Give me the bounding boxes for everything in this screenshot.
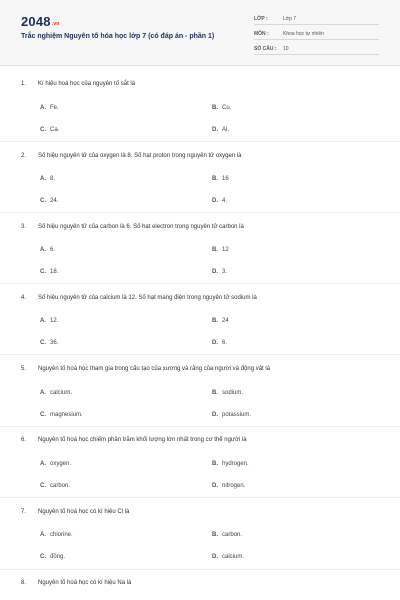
- option-letter: C.: [40, 127, 46, 133]
- option-c[interactable]: [40, 127, 59, 133]
- page-header: [0, 0, 400, 66]
- question-number: 3.: [21, 224, 27, 230]
- option-b[interactable]: [212, 247, 229, 253]
- option-text: Cu.: [222, 105, 232, 111]
- option-letter: B.: [212, 105, 218, 111]
- option-letter: D.: [212, 483, 218, 489]
- option-b[interactable]: [212, 532, 242, 538]
- option-a[interactable]: [40, 318, 58, 324]
- option-b[interactable]: [212, 461, 249, 467]
- option-a[interactable]: [40, 247, 55, 253]
- question-body: Nguyên tố hoá học chiếm phần trăm khối lượng lớn nhất trong cơ thể người là: [38, 437, 247, 443]
- option-text: 12: [222, 247, 229, 253]
- meta-count-value: 10: [283, 46, 289, 52]
- option-text: 24.: [50, 198, 59, 204]
- meta-count: [254, 44, 379, 55]
- option-b[interactable]: [212, 318, 229, 324]
- option-text: sodium.: [222, 390, 244, 396]
- option-letter: A.: [40, 247, 46, 253]
- meta-subject: [254, 29, 379, 40]
- meta-count-label: SỐ CÂU :: [254, 46, 277, 52]
- option-letter: D.: [212, 127, 218, 133]
- logo-domain: .vn: [51, 21, 60, 27]
- option-text: Fe.: [50, 105, 59, 111]
- option-letter: A.: [40, 532, 46, 538]
- site-logo[interactable]: [21, 14, 60, 29]
- option-text: hydrogen.: [222, 461, 249, 467]
- option-a[interactable]: [40, 105, 59, 111]
- question-text: [21, 295, 257, 301]
- option-letter: D.: [212, 269, 218, 275]
- question-text: [21, 580, 131, 586]
- option-letter: C.: [40, 412, 46, 418]
- option-text: 18.: [50, 269, 59, 275]
- question-body: Số hiệu nguyên tử của carbon là 6. Số hạt electron trong nguyên tử carbon là: [38, 224, 244, 230]
- option-text: 24: [222, 318, 229, 324]
- option-letter: A.: [40, 390, 46, 396]
- option-letter: B.: [212, 532, 218, 538]
- option-b[interactable]: [212, 390, 243, 396]
- option-text: Ca.: [50, 127, 60, 133]
- option-letter: D.: [212, 554, 218, 560]
- divider: [0, 426, 400, 427]
- option-c[interactable]: [40, 412, 83, 418]
- question-number: 7.: [21, 509, 27, 515]
- option-text: 12.: [50, 318, 59, 324]
- option-text: Al.: [222, 127, 230, 133]
- option-text: oxygen.: [50, 461, 72, 467]
- meta-subject-value: Khoa học tự nhiên: [283, 31, 324, 37]
- divider: [0, 283, 400, 284]
- question-text: [21, 224, 244, 230]
- option-d[interactable]: [212, 554, 244, 560]
- option-a[interactable]: [40, 461, 71, 467]
- option-letter: D.: [212, 340, 218, 346]
- option-letter: C.: [40, 198, 46, 204]
- option-c[interactable]: [40, 483, 70, 489]
- option-d[interactable]: [212, 269, 227, 275]
- option-c[interactable]: [40, 340, 58, 346]
- option-a[interactable]: [40, 176, 55, 182]
- option-text: 16: [222, 176, 229, 182]
- option-b[interactable]: [212, 176, 229, 182]
- option-d[interactable]: [212, 340, 227, 346]
- option-text: đồng.: [50, 554, 66, 560]
- divider: [0, 497, 400, 498]
- option-letter: B.: [212, 390, 218, 396]
- divider: [0, 354, 400, 355]
- option-text: 4.: [222, 198, 228, 204]
- meta-subject-label: MÔN :: [254, 31, 269, 37]
- option-letter: D.: [212, 412, 218, 418]
- question-text: [21, 81, 135, 87]
- question-number: 8.: [21, 580, 27, 586]
- option-text: carbon.: [50, 483, 71, 489]
- question-text: [21, 366, 270, 372]
- question-body: Số hiệu nguyên tử của oxygen là 8. Số hạt proton trong nguyên tử oxygen là: [38, 153, 242, 159]
- divider: [0, 141, 400, 142]
- option-c[interactable]: [40, 198, 58, 204]
- option-text: nitrogen.: [222, 483, 246, 489]
- question-body: Số hiệu nguyên tử của calcium là 12. Số hạt mang điện trong nguyên tử sodium là: [38, 295, 257, 301]
- option-letter: B.: [212, 318, 218, 324]
- option-letter: B.: [212, 461, 218, 467]
- option-text: 3.: [222, 269, 228, 275]
- option-letter: C.: [40, 269, 46, 275]
- option-d[interactable]: [212, 483, 245, 489]
- option-c[interactable]: [40, 269, 58, 275]
- option-letter: B.: [212, 176, 218, 182]
- option-letter: A.: [40, 318, 46, 324]
- question-text: [21, 437, 247, 443]
- question-body: Nguyên tố hoá học có kí hiệu Cl là: [38, 509, 130, 515]
- option-letter: A.: [40, 176, 46, 182]
- option-text: chlorine.: [50, 532, 73, 538]
- option-text: 6.: [222, 340, 228, 346]
- option-c[interactable]: [40, 554, 65, 560]
- question-body: Nguyên tố hoá học tham gia trong cấu tạo của xương và răng của người và động vật là: [38, 366, 271, 372]
- option-b[interactable]: [212, 105, 231, 111]
- option-d[interactable]: [212, 412, 251, 418]
- question-text: [21, 509, 129, 515]
- option-letter: B.: [212, 247, 218, 253]
- option-letter: C.: [40, 340, 46, 346]
- option-text: calcium.: [50, 390, 73, 396]
- option-letter: D.: [212, 198, 218, 204]
- option-a[interactable]: [40, 390, 72, 396]
- option-text: carbon.: [222, 532, 243, 538]
- option-text: 36.: [50, 340, 59, 346]
- meta-grade-value: Lớp 7: [283, 16, 297, 22]
- option-letter: A.: [40, 105, 46, 111]
- option-text: calcium.: [222, 554, 245, 560]
- option-a[interactable]: [40, 532, 73, 538]
- question-body: Nguyên tố hoá học có kí hiệu Na là: [38, 580, 132, 586]
- question-number: 4.: [21, 295, 27, 301]
- option-letter: C.: [40, 554, 46, 560]
- meta-grade-label: LỚP :: [254, 16, 268, 22]
- option-text: magnesium.: [50, 412, 83, 418]
- option-letter: A.: [40, 461, 46, 467]
- question-number: 1.: [21, 81, 27, 87]
- option-text: 8.: [50, 176, 56, 182]
- question-number: 5.: [21, 366, 27, 372]
- page-title: Trắc nghiệm Nguyên tố hóa học lớp 7 (có đáp án - phần 1): [21, 33, 215, 40]
- divider: [0, 569, 400, 570]
- question-text: [21, 153, 242, 159]
- divider: [0, 212, 400, 213]
- logo-text: 2048: [21, 14, 51, 29]
- option-letter: C.: [40, 483, 46, 489]
- option-text: potassium.: [222, 412, 252, 418]
- question-number: 6.: [21, 437, 27, 443]
- question-body: Kí hiệu hoá học của nguyên tố sắt là: [38, 81, 136, 87]
- option-d[interactable]: [212, 198, 227, 204]
- option-text: 6.: [50, 247, 56, 253]
- meta-grade: [254, 14, 379, 25]
- question-number: 2.: [21, 153, 27, 159]
- option-d[interactable]: [212, 127, 229, 133]
